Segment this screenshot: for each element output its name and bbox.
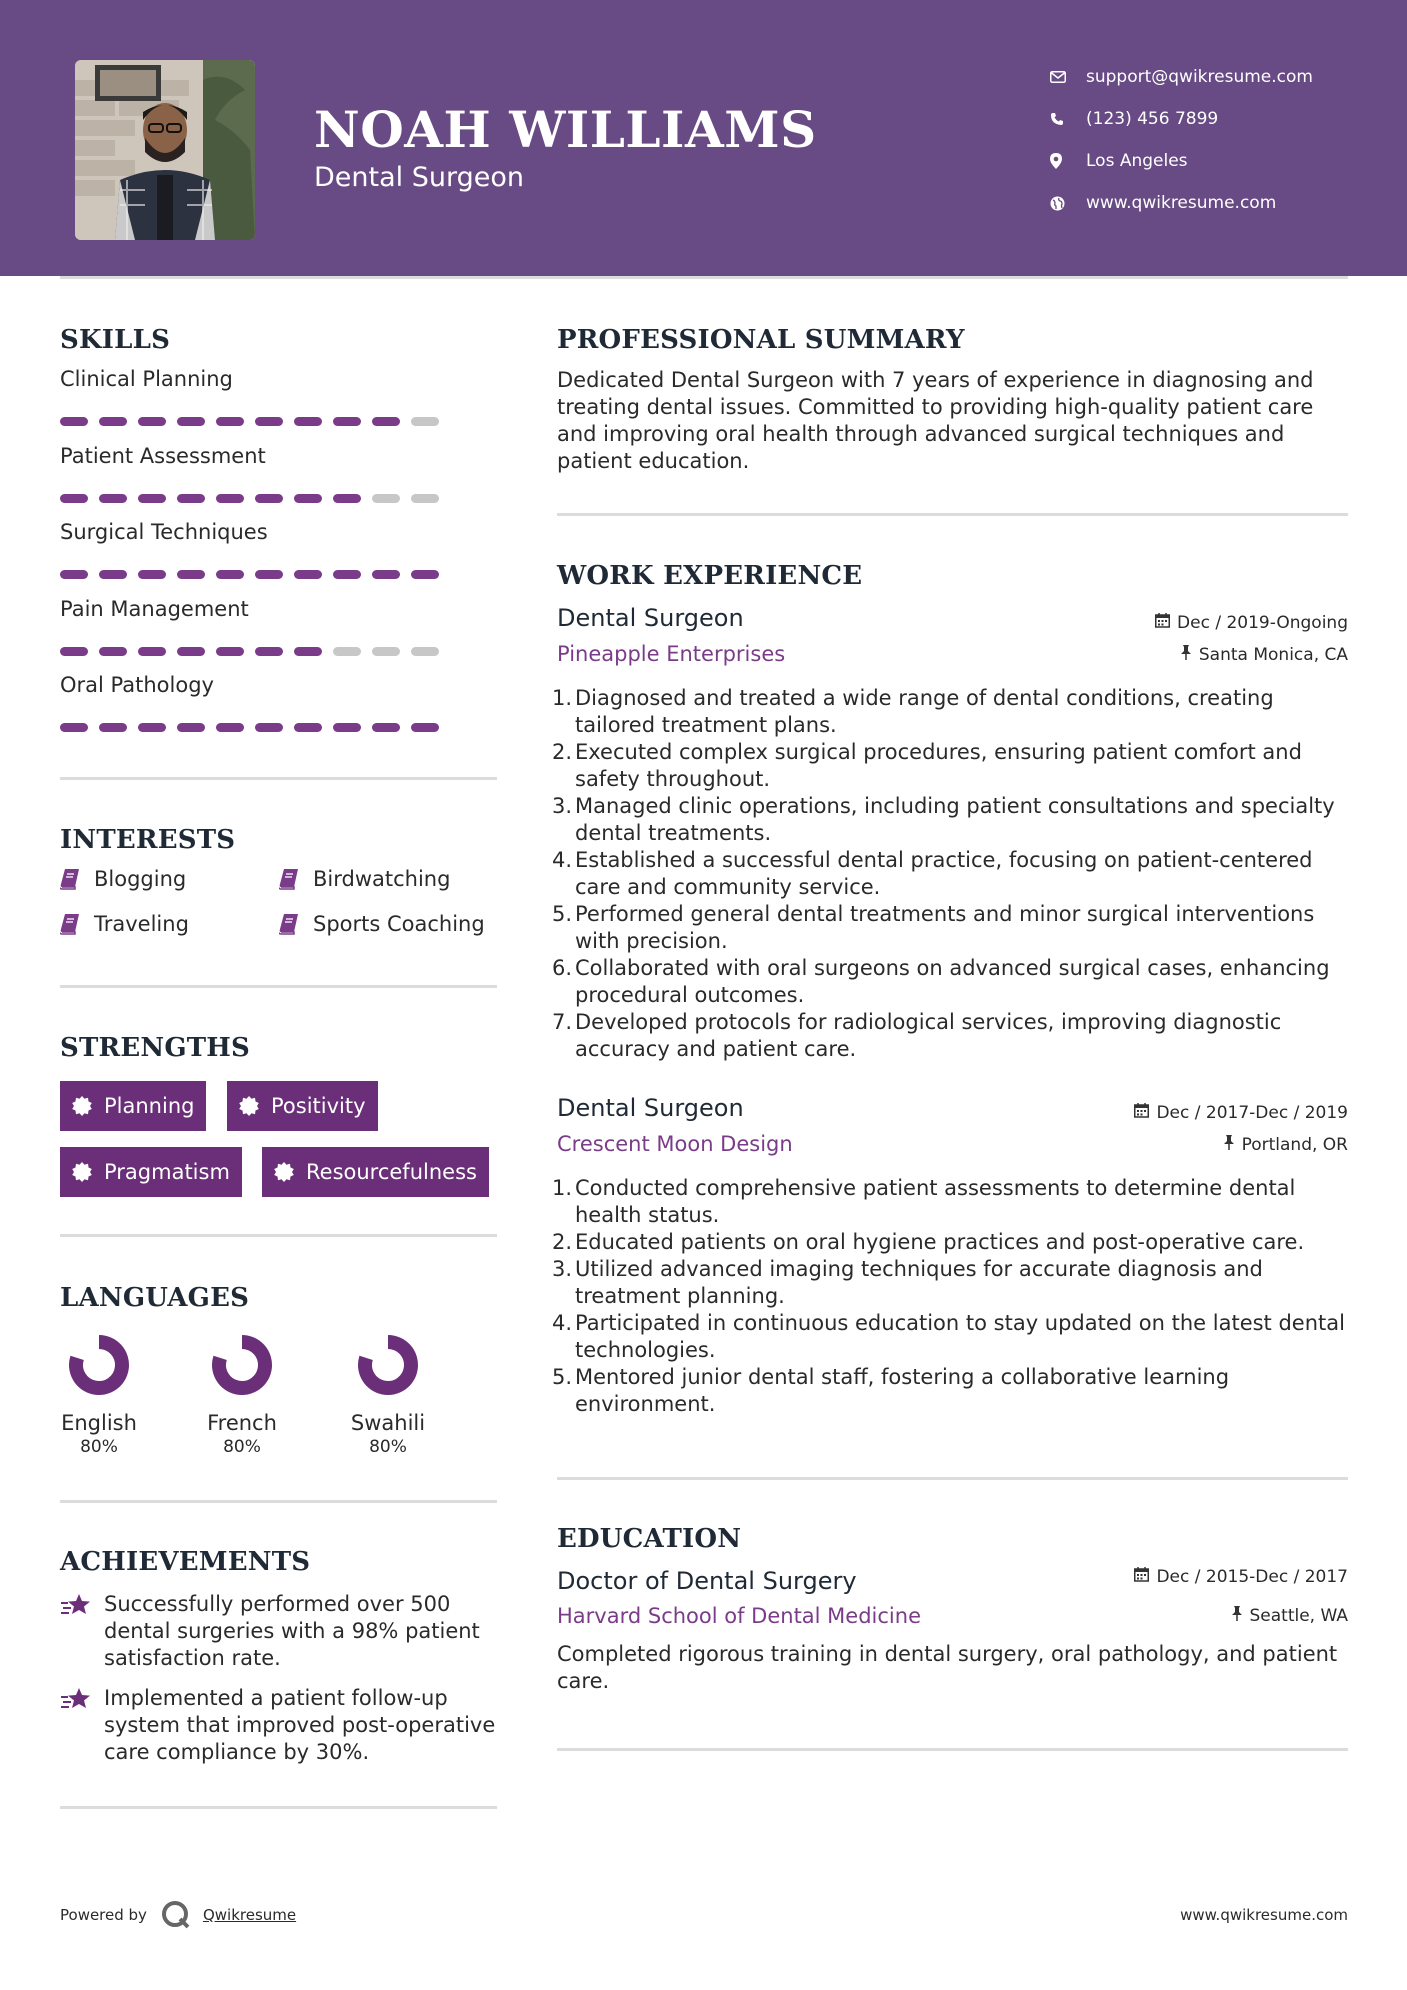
job-bullet: 6. Collaborated with oral surgeons on advanced surgical cases, enhancing procedural outcomes.: [552, 955, 1352, 1009]
skill-label: Patient Assessment: [60, 444, 266, 468]
section-divider: [557, 1477, 1348, 1480]
job-title: Dental Surgeon: [557, 1094, 744, 1122]
language-name: Swahili: [350, 1411, 426, 1435]
education-description: Completed rigorous training in dental surgery, oral pathology, and patient care.: [557, 1642, 1338, 1693]
skill-dash-filled: [255, 570, 283, 579]
skill-dash-empty: [411, 494, 439, 503]
skill-label: Oral Pathology: [60, 673, 214, 697]
skill-dash-filled: [255, 417, 283, 426]
skill-dash-filled: [255, 647, 283, 656]
skill-dash-filled: [60, 647, 88, 656]
powered-by-label: Powered by: [60, 1906, 147, 1924]
interest-label: Blogging: [94, 867, 187, 891]
pushpin-icon: [1180, 645, 1192, 665]
interest-label: Sports Coaching: [313, 912, 485, 936]
header-banner: [0, 0, 1407, 276]
language-progress-ring: [210, 1333, 274, 1397]
skill-rating: [60, 417, 439, 426]
skill-label: Pain Management: [60, 597, 249, 621]
globe-icon: [1050, 196, 1086, 211]
job-location-text: Portland, OR: [1241, 1135, 1348, 1155]
interest-item: [279, 912, 485, 936]
badge-icon: [239, 1096, 271, 1116]
strength-badge: [60, 1081, 206, 1131]
section-divider: [60, 1500, 497, 1503]
skill-dash-filled: [99, 570, 127, 579]
phone-icon: [1050, 112, 1086, 126]
summary-text: Dedicated Dental Surgeon with 7 years of experience in diagnosing and treating dental issues. Committed to providing high-quality patient care and improving oral health through advanced surgical techniques and patient education.: [557, 368, 1314, 473]
interest-label: Traveling: [94, 912, 189, 936]
job-bullet: 4. Established a successful dental practice, focusing on patient-centered care and community service.: [552, 847, 1352, 901]
skill-label: Surgical Techniques: [60, 520, 268, 544]
book-icon: [279, 913, 313, 935]
skill-dash-filled: [372, 570, 400, 579]
job-title: Dental Surgeon: [557, 604, 744, 632]
badge-icon: [274, 1162, 306, 1182]
interest-item: [60, 912, 189, 936]
skill-dash-filled: [411, 570, 439, 579]
degree-title: Doctor of Dental Surgery: [557, 1567, 857, 1595]
contact-email[interactable]: [1050, 56, 1313, 98]
job-date: [1134, 1103, 1348, 1123]
skill-dash-filled: [177, 417, 205, 426]
education-title: EDUCATION: [557, 1524, 742, 1554]
bullet-text: Established a successful dental practice, focusing on patient-centered care and community service.: [575, 848, 1313, 899]
skill-dash-filled: [294, 417, 322, 426]
skill-dash-filled: [177, 723, 205, 732]
language-name: English: [61, 1411, 137, 1435]
profile-photo: [75, 60, 255, 240]
job-bullet: 5. Mentored junior dental staff, fostering a collaborative learning environment.: [552, 1364, 1352, 1418]
map-pin-icon: [1050, 153, 1086, 169]
job-bullet: 1. Conducted comprehensive patient assessments to determine dental health status.: [552, 1175, 1352, 1229]
strength-badge: [227, 1081, 378, 1131]
job-location-text: Santa Monica, CA: [1198, 645, 1348, 665]
skill-dash-filled: [294, 570, 322, 579]
experience-title: WORK EXPERIENCE: [557, 561, 863, 591]
skill-dash-empty: [372, 647, 400, 656]
header-divider: [60, 276, 1348, 279]
language-name: French: [207, 1411, 277, 1435]
job-date-text: Dec / 2017-Dec / 2019: [1156, 1103, 1348, 1123]
language-item: [328, 1333, 448, 1457]
skill-dash-filled: [216, 570, 244, 579]
skill-dash-filled: [333, 570, 361, 579]
job-bullet: 7. Developed protocols for radiological services, improving diagnostic accuracy and patient care.: [552, 1009, 1352, 1063]
pushpin-icon: [1231, 1606, 1243, 1626]
contact-website-text: www.qwikresume.com: [1086, 193, 1277, 213]
bullet-text: Performed general dental treatments and minor surgical interventions with precision.: [575, 902, 1315, 953]
skill-dash-filled: [255, 494, 283, 503]
strength-label: Positivity: [271, 1094, 366, 1118]
book-icon: [60, 913, 94, 935]
footer-url[interactable]: www.qwikresume.com: [1180, 1906, 1348, 1924]
skill-dash-empty: [372, 494, 400, 503]
skill-dash-filled: [333, 494, 361, 503]
language-progress-ring: [67, 1333, 131, 1397]
bullet-text: Mentored junior dental staff, fostering a collaborative learning environment.: [575, 1365, 1230, 1416]
skill-dash-filled: [138, 723, 166, 732]
interest-label: Birdwatching: [313, 867, 451, 891]
badge-icon: [72, 1162, 104, 1182]
contact-location-text: Los Angeles: [1086, 151, 1188, 171]
job-bullet-list: [552, 685, 1352, 1063]
skill-dash-filled: [138, 417, 166, 426]
skill-dash-filled: [177, 494, 205, 503]
section-divider: [60, 1806, 497, 1809]
achievement-text: Successfully performed over 500 dental surgeries with a 98% patient satisfaction rate.: [104, 1592, 480, 1670]
job-company: Crescent Moon Design: [557, 1132, 793, 1156]
skill-dash-filled: [177, 647, 205, 656]
interest-item: [279, 867, 450, 891]
skill-dash-filled: [60, 723, 88, 732]
strength-badge: [60, 1147, 242, 1197]
achievement-item: [60, 1591, 500, 1672]
skill-dash-filled: [60, 494, 88, 503]
skill-label: Clinical Planning: [60, 367, 233, 391]
skill-dash-filled: [216, 494, 244, 503]
contact-list: [1050, 56, 1313, 224]
job-bullet: 2. Executed complex surgical procedures, ensuring patient comfort and safety throughout.: [552, 739, 1352, 793]
strength-label: Planning: [104, 1094, 195, 1118]
languages-title: LANGUAGES: [60, 1283, 250, 1313]
language-percent: 80%: [369, 1437, 407, 1457]
bullet-text: Utilized advanced imaging techniques for accurate diagnosis and treatment planning.: [575, 1257, 1263, 1308]
school-name: Harvard School of Dental Medicine: [557, 1604, 921, 1628]
skill-dash-filled: [294, 494, 322, 503]
book-icon: [279, 868, 313, 890]
skill-dash-filled: [60, 570, 88, 579]
job-location: [1180, 645, 1348, 665]
star-icon: [60, 1591, 104, 1672]
job-date-text: Dec / 2019-Ongoing: [1177, 613, 1348, 633]
bullet-text: Collaborated with oral surgeons on advanced surgical cases, enhancing procedural outcomes.: [575, 956, 1330, 1007]
skill-rating: [60, 647, 439, 656]
skill-dash-filled: [333, 723, 361, 732]
summary-title: PROFESSIONAL SUMMARY: [557, 325, 965, 355]
language-item: [182, 1333, 302, 1457]
job-bullet: 4. Participated in continuous education to stay updated on the latest dental technologies.: [552, 1310, 1352, 1364]
book-icon: [60, 868, 94, 890]
skill-dash-filled: [138, 494, 166, 503]
achievement-item: [60, 1685, 500, 1766]
skill-dash-filled: [216, 723, 244, 732]
skill-dash-filled: [99, 723, 127, 732]
skill-rating: [60, 723, 439, 732]
pushpin-icon: [1223, 1135, 1235, 1155]
bullet-text: Educated patients on oral hygiene practices and post-operative care.: [575, 1230, 1305, 1254]
skill-dash-filled: [138, 647, 166, 656]
section-divider: [60, 777, 497, 780]
skill-rating: [60, 494, 439, 503]
bullet-text: Conducted comprehensive patient assessments to determine dental health status.: [575, 1176, 1296, 1227]
job-bullet: 1. Diagnosed and treated a wide range of dental conditions, creating tailored treatment plans.: [552, 685, 1352, 739]
section-divider: [60, 985, 497, 988]
calendar-icon: [1134, 1567, 1149, 1587]
skill-dash-filled: [294, 723, 322, 732]
contact-location: [1050, 140, 1313, 182]
skills-title: SKILLS: [60, 325, 171, 355]
job-bullet: 2. Educated patients on oral hygiene practices and post-operative care.: [552, 1230, 1305, 1254]
skill-dash-filled: [216, 647, 244, 656]
job-bullet: 3. Managed clinic operations, including patient consultations and specialty dental treatments.: [552, 793, 1352, 847]
skill-dash-filled: [333, 417, 361, 426]
section-divider: [557, 1748, 1348, 1751]
interests-title: INTERESTS: [60, 825, 236, 855]
powered-by: [60, 1900, 296, 1930]
contact-email-text: support@qwikresume.com: [1086, 67, 1313, 87]
language-percent: 80%: [80, 1437, 118, 1457]
achievements-title: ACHIEVEMENTS: [60, 1547, 311, 1577]
education-date-text: Dec / 2015-Dec / 2017: [1156, 1567, 1348, 1587]
contact-phone-text: (123) 456 7899: [1086, 109, 1219, 129]
skill-dash-filled: [294, 647, 322, 656]
job-bullet-list: [552, 1175, 1352, 1418]
strengths-title: STRENGTHS: [60, 1033, 251, 1063]
skill-dash-empty: [411, 417, 439, 426]
bullet-text: Executed complex surgical procedures, ensuring patient comfort and safety throughout.: [575, 740, 1302, 791]
bullet-text: Developed protocols for radiological services, improving diagnostic accuracy and patient care.: [575, 1010, 1282, 1061]
skill-dash-filled: [411, 723, 439, 732]
candidate-role: Dental Surgeon: [314, 162, 524, 193]
education-location: [1231, 1606, 1349, 1626]
qwikresume-logo-icon: [161, 1900, 191, 1930]
calendar-icon: [1155, 613, 1170, 633]
skill-dash-filled: [99, 494, 127, 503]
job-location: [1223, 1135, 1348, 1155]
language-progress-ring: [356, 1333, 420, 1397]
language-item: [39, 1333, 159, 1457]
bullet-text: Managed clinic operations, including patient consultations and specialty dental treatments.: [575, 794, 1335, 845]
skill-dash-filled: [138, 570, 166, 579]
candidate-name: NOAH WILLIAMS: [314, 100, 817, 159]
skill-dash-filled: [216, 417, 244, 426]
strength-badge: [262, 1147, 489, 1197]
job-bullet: 5. Performed general dental treatments and minor surgical interventions with precision.: [552, 901, 1352, 955]
language-percent: 80%: [223, 1437, 261, 1457]
education-date: [1134, 1567, 1348, 1587]
achievement-text: Implemented a patient follow-up system that improved post-operative care compliance by 30%.: [104, 1686, 496, 1764]
section-divider: [557, 513, 1348, 516]
skill-rating: [60, 570, 439, 579]
strength-label: Pragmatism: [104, 1160, 230, 1184]
bullet-text: Diagnosed and treated a wide range of dental conditions, creating tailored treatment plans.: [575, 686, 1274, 737]
contact-website[interactable]: [1050, 182, 1313, 224]
skill-dash-empty: [411, 647, 439, 656]
skill-dash-filled: [255, 723, 283, 732]
bullet-text: Participated in continuous education to stay updated on the latest dental technologies.: [575, 1311, 1345, 1362]
calendar-icon: [1134, 1103, 1149, 1123]
section-divider: [60, 1234, 497, 1237]
skill-dash-filled: [372, 417, 400, 426]
skill-dash-filled: [372, 723, 400, 732]
envelope-icon: [1050, 71, 1086, 83]
skill-dash-filled: [60, 417, 88, 426]
skill-dash-empty: [333, 647, 361, 656]
strength-label: Resourcefulness: [306, 1160, 477, 1184]
skill-dash-filled: [177, 570, 205, 579]
job-company: Pineapple Enterprises: [557, 642, 786, 666]
star-icon: [60, 1685, 104, 1766]
job-bullet: 3. Utilized advanced imaging techniques for accurate diagnosis and treatment planning.: [552, 1256, 1352, 1310]
interest-item: [60, 867, 186, 891]
skill-dash-filled: [99, 417, 127, 426]
contact-phone[interactable]: [1050, 98, 1313, 140]
job-date: [1155, 613, 1348, 633]
badge-icon: [72, 1096, 104, 1116]
education-location-text: Seattle, WA: [1249, 1606, 1348, 1626]
skill-dash-filled: [99, 647, 127, 656]
brand-link[interactable]: Qwikresume: [202, 1906, 297, 1924]
